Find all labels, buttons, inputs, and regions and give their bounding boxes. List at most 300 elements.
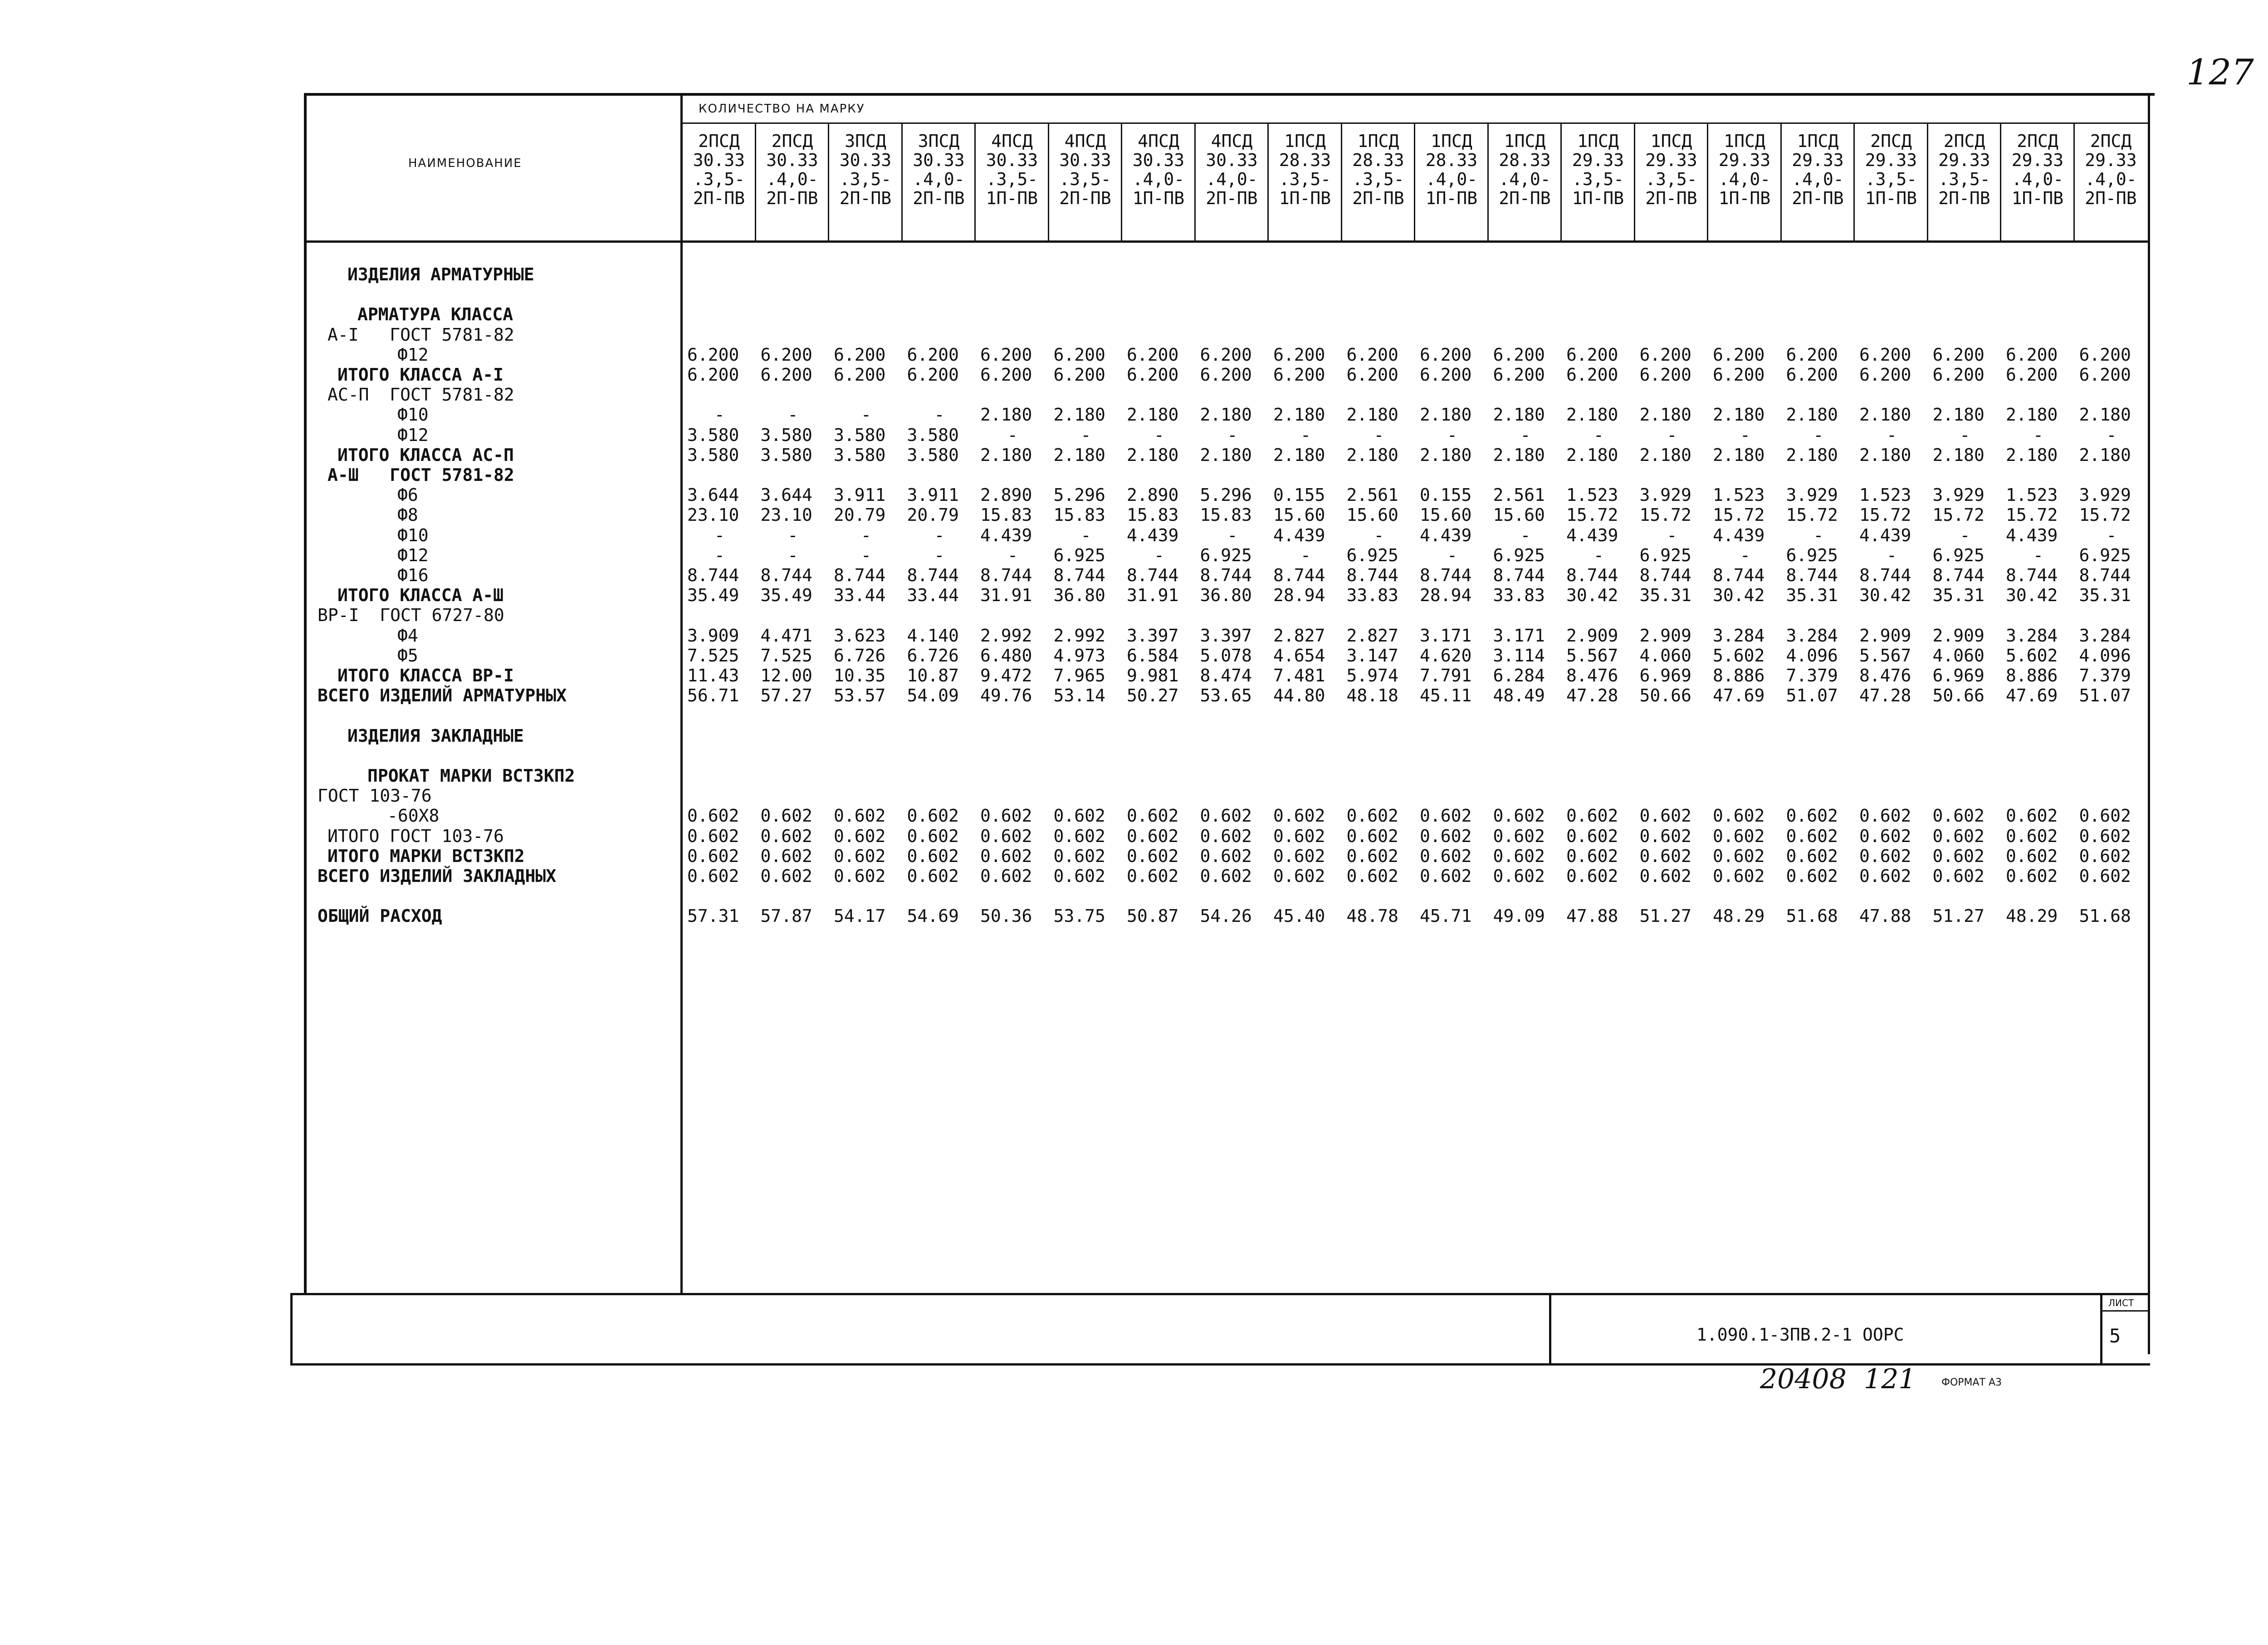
row-value: 2.180 bbox=[1566, 445, 1618, 465]
row-value: 0.602 bbox=[1127, 846, 1179, 866]
row-value: 51.27 bbox=[1932, 906, 1984, 926]
row-value: 7.379 bbox=[2079, 666, 2131, 685]
row-value: 3.580 bbox=[687, 445, 739, 465]
row-value: 0.602 bbox=[1200, 846, 1252, 866]
row-value: 2.180 bbox=[1493, 445, 1545, 465]
row-value: 0.602 bbox=[1932, 826, 1984, 846]
row-value: - bbox=[1374, 425, 1384, 445]
row-value: 0.602 bbox=[834, 806, 886, 826]
row-value: 5.296 bbox=[1053, 485, 1105, 505]
row-value: 57.31 bbox=[687, 906, 739, 926]
mark-header-4: 3ПСД 30.33 .4,0- 2П-ПВ bbox=[913, 131, 965, 208]
row-value: 33.83 bbox=[1493, 585, 1545, 606]
row-value: 53.57 bbox=[834, 685, 886, 706]
row-value: 0.602 bbox=[1127, 866, 1179, 886]
row-value: 2.180 bbox=[1786, 405, 1838, 425]
row-value: 3.284 bbox=[2006, 625, 2058, 646]
row-value: 47.88 bbox=[1859, 906, 1911, 926]
row-value: 45.11 bbox=[1420, 685, 1472, 706]
row-value: 2.180 bbox=[1713, 445, 1765, 465]
frame-top-line bbox=[304, 93, 2155, 96]
mark-column-divider bbox=[1414, 123, 1415, 241]
row-value: 4.471 bbox=[760, 625, 812, 646]
row-value: 3.580 bbox=[907, 445, 959, 465]
row-value: 7.481 bbox=[1273, 666, 1325, 685]
row-label: ИТОГО КЛАССА АС-П bbox=[337, 445, 514, 465]
row-value: - bbox=[1887, 425, 1897, 445]
page-number: 127 bbox=[2186, 52, 2254, 93]
row-value: 5.602 bbox=[1713, 645, 1765, 666]
row-value: 20.79 bbox=[834, 505, 886, 525]
row-value: 47.28 bbox=[1859, 685, 1911, 706]
row-value: 2.180 bbox=[1273, 405, 1325, 425]
row-value: 15.72 bbox=[2006, 505, 2058, 525]
row-label: А-I ГОСТ 5781-82 bbox=[327, 324, 514, 345]
row-value: 47.88 bbox=[1566, 906, 1618, 926]
row-value: 15.83 bbox=[1127, 505, 1179, 525]
row-value: - bbox=[787, 525, 798, 545]
row-value: 9.472 bbox=[980, 666, 1032, 685]
row-value: 2.180 bbox=[1786, 445, 1838, 465]
row-value: 7.525 bbox=[687, 645, 739, 666]
row-value: 4.140 bbox=[907, 625, 959, 646]
row-value: 2.180 bbox=[1420, 445, 1472, 465]
row-value: 6.726 bbox=[907, 645, 959, 666]
row-value: 0.602 bbox=[1932, 866, 1984, 886]
footer-code-divider bbox=[1549, 1293, 1551, 1366]
row-value: 0.602 bbox=[1786, 846, 1838, 866]
row-value: 5.974 bbox=[1346, 666, 1398, 685]
row-value: 54.17 bbox=[834, 906, 886, 926]
row-value: 2.180 bbox=[1932, 445, 1984, 465]
footer-sheet-divider bbox=[2100, 1293, 2102, 1366]
mark-header-15: 1ПСД 29.33 .4,0- 1П-ПВ bbox=[1718, 131, 1771, 208]
row-label: ИЗДЕЛИЯ АРМАТУРНЫЕ bbox=[347, 264, 534, 284]
row-value: 6.726 bbox=[834, 645, 886, 666]
row-value: 0.602 bbox=[1127, 826, 1179, 846]
row-value: 0.602 bbox=[1566, 866, 1618, 886]
row-value: 4.439 bbox=[2006, 525, 2058, 545]
mark-header-11: 1ПСД 28.33 .4,0- 1П-ПВ bbox=[1425, 131, 1478, 208]
row-value: 6.200 bbox=[1639, 365, 1691, 385]
mark-header-7: 4ПСД 30.33 .4,0- 1П-ПВ bbox=[1132, 131, 1185, 208]
mark-column-divider bbox=[1487, 123, 1489, 241]
mark-header-13: 1ПСД 29.33 .3,5- 1П-ПВ bbox=[1572, 131, 1624, 208]
row-value: - bbox=[2033, 425, 2043, 445]
row-value: 49.09 bbox=[1493, 906, 1545, 926]
row-value: 5.567 bbox=[1859, 645, 1911, 666]
row-label: АРМАТУРА КЛАССА bbox=[357, 304, 513, 325]
row-value: 6.200 bbox=[1713, 365, 1765, 385]
row-value: 0.602 bbox=[2006, 866, 2058, 886]
row-value: 0.602 bbox=[1493, 826, 1545, 846]
row-value: 0.602 bbox=[1420, 846, 1472, 866]
row-value: 20.79 bbox=[907, 505, 959, 525]
row-value: 0.602 bbox=[760, 826, 812, 846]
mark-column-divider bbox=[1341, 123, 1342, 241]
mark-column-divider bbox=[1927, 123, 1928, 241]
row-value: - bbox=[934, 525, 945, 545]
row-value: 0.602 bbox=[2006, 846, 2058, 866]
row-value: 3.580 bbox=[907, 425, 959, 445]
row-value: 0.602 bbox=[1859, 826, 1911, 846]
row-value: 8.744 bbox=[1493, 565, 1545, 585]
mark-header-17: 2ПСД 29.33 .3,5- 1П-ПВ bbox=[1865, 131, 1917, 208]
row-value: 0.602 bbox=[1420, 826, 1472, 846]
row-value: 2.180 bbox=[2006, 445, 2058, 465]
row-value: 0.602 bbox=[980, 866, 1032, 886]
row-value: 0.602 bbox=[1493, 846, 1545, 866]
row-value: 0.602 bbox=[1493, 806, 1545, 826]
row-value: 0.602 bbox=[1053, 866, 1105, 886]
row-value: 8.744 bbox=[834, 565, 886, 585]
row-value: 56.71 bbox=[687, 685, 739, 706]
row-value: 0.602 bbox=[1786, 866, 1838, 886]
row-value: 6.200 bbox=[1786, 344, 1838, 365]
row-value: 2.180 bbox=[1639, 445, 1691, 465]
mark-header-14: 1ПСД 29.33 .3,5- 2П-ПВ bbox=[1645, 131, 1697, 208]
row-value: 2.180 bbox=[1639, 405, 1691, 425]
row-value: 2.827 bbox=[1346, 625, 1398, 646]
row-value: 53.14 bbox=[1053, 685, 1105, 706]
row-value: 31.91 bbox=[980, 585, 1032, 606]
row-value: 6.969 bbox=[1639, 666, 1691, 685]
row-value: 6.200 bbox=[1566, 365, 1618, 385]
row-value: 3.580 bbox=[760, 445, 812, 465]
row-value: 6.200 bbox=[907, 344, 959, 365]
row-value: - bbox=[1447, 545, 1457, 565]
row-value: 30.42 bbox=[1713, 585, 1765, 606]
row-value: 6.200 bbox=[1859, 365, 1911, 385]
mark-header-2: 2ПСД 30.33 .4,0- 2П-ПВ bbox=[766, 131, 818, 208]
row-value: 4.439 bbox=[1273, 525, 1325, 545]
inventory-number: 20408 121 bbox=[1760, 1363, 1916, 1395]
row-value: 0.602 bbox=[1273, 846, 1325, 866]
row-value: 6.200 bbox=[2079, 365, 2131, 385]
row-value: 4.439 bbox=[1566, 525, 1618, 545]
row-value: 4.060 bbox=[1639, 645, 1691, 666]
mark-column-divider bbox=[1853, 123, 1855, 241]
row-value: 8.744 bbox=[1713, 565, 1765, 585]
row-value: 48.78 bbox=[1346, 906, 1398, 926]
row-value: 15.60 bbox=[1346, 505, 1398, 525]
row-value: 15.72 bbox=[1786, 505, 1838, 525]
row-value: 7.791 bbox=[1420, 666, 1472, 685]
row-value: 0.602 bbox=[760, 846, 812, 866]
row-value: 6.200 bbox=[1273, 365, 1325, 385]
row-value: 4.620 bbox=[1420, 645, 1472, 666]
row-value: 51.27 bbox=[1639, 906, 1691, 926]
row-label: Ф4 bbox=[397, 625, 418, 646]
row-value: 3.171 bbox=[1420, 625, 1472, 646]
row-value: 57.27 bbox=[760, 685, 812, 706]
row-label: Ф12 bbox=[397, 344, 429, 365]
row-value: 6.200 bbox=[1200, 365, 1252, 385]
row-label: Ф12 bbox=[397, 425, 429, 445]
row-value: 2.890 bbox=[980, 485, 1032, 505]
row-value: 0.602 bbox=[1859, 846, 1911, 866]
mark-column-divider bbox=[1707, 123, 1708, 241]
row-value: 6.200 bbox=[980, 344, 1032, 365]
row-value: 4.654 bbox=[1273, 645, 1325, 666]
row-value: 0.602 bbox=[1346, 806, 1398, 826]
mark-header-19: 2ПСД 29.33 .4,0- 1П-ПВ bbox=[2011, 131, 2064, 208]
row-label: Ф16 bbox=[397, 565, 429, 585]
row-value: 35.49 bbox=[687, 585, 739, 606]
row-value: 6.200 bbox=[1346, 365, 1398, 385]
row-value: 7.379 bbox=[1786, 666, 1838, 685]
row-value: 4.973 bbox=[1053, 645, 1105, 666]
row-value: 10.87 bbox=[907, 666, 959, 685]
row-label: ГОСТ 103-76 bbox=[318, 786, 432, 806]
row-value: 0.602 bbox=[1639, 826, 1691, 846]
frame-left-line bbox=[304, 93, 307, 1295]
row-value: 0.602 bbox=[1786, 806, 1838, 826]
row-value: 0.602 bbox=[980, 846, 1032, 866]
row-value: 31.91 bbox=[1127, 585, 1179, 606]
row-value: - bbox=[714, 525, 725, 545]
row-value: 48.29 bbox=[2006, 906, 2058, 926]
row-value: 0.602 bbox=[1713, 826, 1765, 846]
row-value: 54.69 bbox=[907, 906, 959, 926]
row-value: 0.602 bbox=[760, 866, 812, 886]
row-value: 6.200 bbox=[1200, 344, 1252, 365]
row-value: 6.200 bbox=[760, 365, 812, 385]
row-value: 6.200 bbox=[1859, 344, 1911, 365]
row-label: ИТОГО ГОСТ 103-76 bbox=[327, 826, 504, 846]
row-value: - bbox=[1520, 525, 1531, 545]
row-value: - bbox=[1960, 525, 1970, 545]
row-label: Ф6 bbox=[397, 485, 418, 505]
row-label: -60Х8 bbox=[387, 806, 440, 826]
mark-column-divider bbox=[1267, 123, 1269, 241]
row-value: 8.744 bbox=[1639, 565, 1691, 585]
row-value: 3.580 bbox=[687, 425, 739, 445]
row-value: 47.69 bbox=[1713, 685, 1765, 706]
row-value: 9.981 bbox=[1127, 666, 1179, 685]
row-value: 0.602 bbox=[1273, 866, 1325, 886]
row-value: 0.602 bbox=[687, 846, 739, 866]
row-value: 54.26 bbox=[1200, 906, 1252, 926]
row-value: 2.180 bbox=[2079, 405, 2131, 425]
row-value: 8.744 bbox=[1566, 565, 1618, 585]
footer-sheet-line bbox=[2100, 1310, 2150, 1312]
sheet-number: 5 bbox=[2109, 1325, 2121, 1347]
row-value: 2.180 bbox=[1346, 405, 1398, 425]
row-value: 0.602 bbox=[834, 866, 886, 886]
row-value: 6.200 bbox=[907, 365, 959, 385]
mark-column-divider bbox=[1194, 123, 1196, 241]
row-value: 47.69 bbox=[2006, 685, 2058, 706]
row-value: 30.42 bbox=[2006, 585, 2058, 606]
row-value: 51.68 bbox=[1786, 906, 1838, 926]
row-value: 6.200 bbox=[687, 344, 739, 365]
row-value: 2.180 bbox=[1493, 405, 1545, 425]
row-value: 0.602 bbox=[1273, 806, 1325, 826]
row-value: 2.180 bbox=[1346, 445, 1398, 465]
row-value: - bbox=[934, 405, 945, 425]
row-value: 23.10 bbox=[687, 505, 739, 525]
mark-header-12: 1ПСД 28.33 .4,0- 2П-ПВ bbox=[1499, 131, 1551, 208]
row-label: ПРОКАТ МАРКИ ВСТ3КП2 bbox=[367, 766, 575, 786]
row-value: 0.602 bbox=[2079, 866, 2131, 886]
row-value: 8.886 bbox=[1713, 666, 1765, 685]
row-value: 50.87 bbox=[1127, 906, 1179, 926]
row-value: 0.602 bbox=[1713, 866, 1765, 886]
row-value: 54.09 bbox=[907, 685, 959, 706]
row-value: 0.602 bbox=[1127, 806, 1179, 826]
row-value: 15.83 bbox=[980, 505, 1032, 525]
row-value: 2.180 bbox=[1420, 405, 1472, 425]
row-value: 0.602 bbox=[1493, 866, 1545, 886]
row-value: 6.925 bbox=[1053, 545, 1105, 565]
row-label: ВР-I ГОСТ 6727-80 bbox=[318, 605, 504, 626]
row-value: 2.561 bbox=[1493, 485, 1545, 505]
row-value: 6.200 bbox=[1639, 344, 1691, 365]
row-value: 4.439 bbox=[1420, 525, 1472, 545]
row-value: 15.72 bbox=[1566, 505, 1618, 525]
row-value: - bbox=[1080, 425, 1091, 445]
row-value: 3.644 bbox=[760, 485, 812, 505]
row-value: 28.94 bbox=[1273, 585, 1325, 606]
row-value: 15.72 bbox=[2079, 505, 2131, 525]
row-value: - bbox=[1300, 545, 1311, 565]
row-value: 51.07 bbox=[2079, 685, 2131, 706]
row-value: 6.200 bbox=[1566, 344, 1618, 365]
row-value: 50.36 bbox=[980, 906, 1032, 926]
row-value: 53.75 bbox=[1053, 906, 1105, 926]
row-value: 2.180 bbox=[1566, 405, 1618, 425]
row-value: 0.602 bbox=[760, 806, 812, 826]
row-label: ИТОГО КЛАССА А-I bbox=[337, 365, 504, 385]
row-value: 0.602 bbox=[687, 866, 739, 886]
row-value: 8.744 bbox=[1127, 565, 1179, 585]
row-value: 45.71 bbox=[1420, 906, 1472, 926]
row-value: 2.561 bbox=[1346, 485, 1398, 505]
row-value: 53.65 bbox=[1200, 685, 1252, 706]
row-value: 4.439 bbox=[1713, 525, 1765, 545]
row-value: 35.31 bbox=[2079, 585, 2131, 606]
row-value: 0.602 bbox=[1639, 846, 1691, 866]
header-bottom-line bbox=[304, 240, 2150, 243]
row-label: Ф5 bbox=[397, 645, 418, 666]
row-value: 0.602 bbox=[2079, 846, 2131, 866]
row-value: 33.83 bbox=[1346, 585, 1398, 606]
row-value: 0.602 bbox=[1053, 846, 1105, 866]
row-value: 47.28 bbox=[1566, 685, 1618, 706]
mark-column-divider bbox=[901, 123, 903, 241]
row-value: - bbox=[1374, 525, 1384, 545]
mark-column-divider bbox=[1048, 123, 1049, 241]
row-label: ВСЕГО ИЗДЕЛИЙ АРМАТУРНЫХ bbox=[318, 685, 567, 706]
row-value: 50.66 bbox=[1932, 685, 1984, 706]
row-value: - bbox=[861, 405, 871, 425]
row-value: 8.886 bbox=[2006, 666, 2058, 685]
row-label: АС-П ГОСТ 5781-82 bbox=[327, 385, 514, 405]
row-value: 15.60 bbox=[1493, 505, 1545, 525]
sheet-label: ЛИСТ bbox=[2108, 1297, 2134, 1308]
row-value: 15.60 bbox=[1273, 505, 1325, 525]
row-value: 1.523 bbox=[1566, 485, 1618, 505]
row-label: Ф12 bbox=[397, 545, 429, 565]
row-value: - bbox=[934, 545, 945, 565]
row-value: 6.200 bbox=[2006, 365, 2058, 385]
row-value: - bbox=[1813, 525, 1824, 545]
row-value: 15.60 bbox=[1420, 505, 1472, 525]
row-value: 0.602 bbox=[907, 846, 959, 866]
row-value: 6.925 bbox=[1639, 545, 1691, 565]
row-value: 8.744 bbox=[1346, 565, 1398, 585]
row-value: 2.909 bbox=[1859, 625, 1911, 646]
row-value: 2.827 bbox=[1273, 625, 1325, 646]
row-value: 49.76 bbox=[980, 685, 1032, 706]
row-value: 3.623 bbox=[834, 625, 886, 646]
row-value: 0.602 bbox=[1053, 826, 1105, 846]
row-value: 0.602 bbox=[834, 826, 886, 846]
row-value: 5.296 bbox=[1200, 485, 1252, 505]
row-value: 3.911 bbox=[834, 485, 886, 505]
row-value: 0.602 bbox=[687, 826, 739, 846]
row-value: - bbox=[1227, 525, 1238, 545]
row-value: 15.72 bbox=[1932, 505, 1984, 525]
row-value: 2.909 bbox=[1639, 625, 1691, 646]
row-value: 45.40 bbox=[1273, 906, 1325, 926]
row-value: 11.43 bbox=[687, 666, 739, 685]
row-value: 0.602 bbox=[907, 806, 959, 826]
row-label: Ф10 bbox=[397, 525, 429, 545]
row-value: 3.284 bbox=[2079, 625, 2131, 646]
row-value: 6.925 bbox=[1493, 545, 1545, 565]
row-value: 23.10 bbox=[760, 505, 812, 525]
row-value: 8.744 bbox=[2006, 565, 2058, 585]
row-value: 3.147 bbox=[1346, 645, 1398, 666]
row-value: - bbox=[787, 545, 798, 565]
row-value: 0.602 bbox=[980, 826, 1032, 846]
row-value: 6.200 bbox=[2079, 344, 2131, 365]
row-value: 3.580 bbox=[834, 425, 886, 445]
row-value: - bbox=[1007, 425, 1018, 445]
row-value: 5.078 bbox=[1200, 645, 1252, 666]
row-value: 6.200 bbox=[834, 365, 886, 385]
row-value: 10.35 bbox=[834, 666, 886, 685]
row-value: 0.155 bbox=[1273, 485, 1325, 505]
qty-per-mark-label: КОЛИЧЕСТВО НА МАРКУ bbox=[699, 102, 865, 116]
row-value: 0.602 bbox=[2006, 826, 2058, 846]
mark-header-18: 2ПСД 29.33 .3,5- 2П-ПВ bbox=[1938, 131, 1990, 208]
row-value: 6.200 bbox=[1127, 365, 1179, 385]
row-value: 0.602 bbox=[1346, 826, 1398, 846]
row-value: - bbox=[714, 545, 725, 565]
row-value: 5.567 bbox=[1566, 645, 1618, 666]
row-value: 2.909 bbox=[1566, 625, 1618, 646]
row-value: 6.200 bbox=[1127, 344, 1179, 365]
row-value: 6.200 bbox=[1273, 344, 1325, 365]
row-label: Ф8 bbox=[397, 505, 418, 525]
mark-header-5: 4ПСД 30.33 .3,5- 1П-ПВ bbox=[986, 131, 1038, 208]
row-value: 3.929 bbox=[1932, 485, 1984, 505]
row-value: 33.44 bbox=[907, 585, 959, 606]
row-value: 8.744 bbox=[2079, 565, 2131, 585]
row-value: 6.584 bbox=[1127, 645, 1179, 666]
row-value: - bbox=[1300, 425, 1311, 445]
row-value: 0.602 bbox=[1566, 846, 1618, 866]
row-value: 33.44 bbox=[834, 585, 886, 606]
row-value: 0.602 bbox=[907, 866, 959, 886]
row-value: 6.925 bbox=[1932, 545, 1984, 565]
row-value: 12.00 bbox=[760, 666, 812, 685]
row-value: 2.180 bbox=[1200, 445, 1252, 465]
row-value: - bbox=[861, 545, 871, 565]
